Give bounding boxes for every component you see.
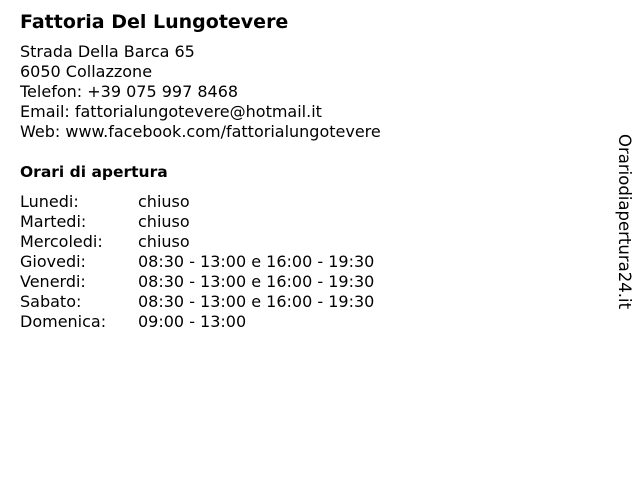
hours-row xyxy=(20,232,600,252)
hours-day: Sabato: xyxy=(20,292,82,311)
hours-time: 08:30 - 13:00 e 16:00 - 19:30 xyxy=(138,292,375,311)
hours-time: chiuso xyxy=(138,192,190,211)
hours-day: Martedi: xyxy=(20,212,87,231)
hours-day: Giovedi: xyxy=(20,252,86,271)
site-watermark: Orariodiapertura24.it xyxy=(615,134,634,310)
hours-row xyxy=(20,312,600,332)
hours-row xyxy=(20,212,600,232)
opening-hours-list xyxy=(20,192,600,332)
hours-time: 09:00 - 13:00 xyxy=(138,312,247,331)
hours-row xyxy=(20,192,600,212)
hours-day: Lunedi: xyxy=(20,192,79,211)
phone-line: Telefon: +39 075 997 8468 xyxy=(20,82,239,101)
hours-time: 08:30 - 13:00 e 16:00 - 19:30 xyxy=(138,272,375,291)
hours-day: Domenica: xyxy=(20,312,107,331)
city-line: 6050 Collazzone xyxy=(20,62,153,81)
hours-time: 08:30 - 13:00 e 16:00 - 19:30 xyxy=(138,252,375,271)
business-name: Fattoria Del Lungotevere xyxy=(20,11,289,33)
hours-row xyxy=(20,252,600,272)
web-line: Web: www.facebook.com/fattorialungotevere xyxy=(20,122,381,141)
hours-row xyxy=(20,272,600,292)
address-line: Strada Della Barca 65 xyxy=(20,42,195,61)
opening-hours-title: Orari di apertura xyxy=(20,163,168,181)
email-line: Email: fattorialungotevere@hotmail.it xyxy=(20,102,322,121)
business-card xyxy=(20,10,600,332)
hours-time: chiuso xyxy=(138,212,190,231)
hours-day: Venerdi: xyxy=(20,272,86,291)
hours-row xyxy=(20,292,600,312)
hours-time: chiuso xyxy=(138,232,190,251)
hours-day: Mercoledi: xyxy=(20,232,103,251)
